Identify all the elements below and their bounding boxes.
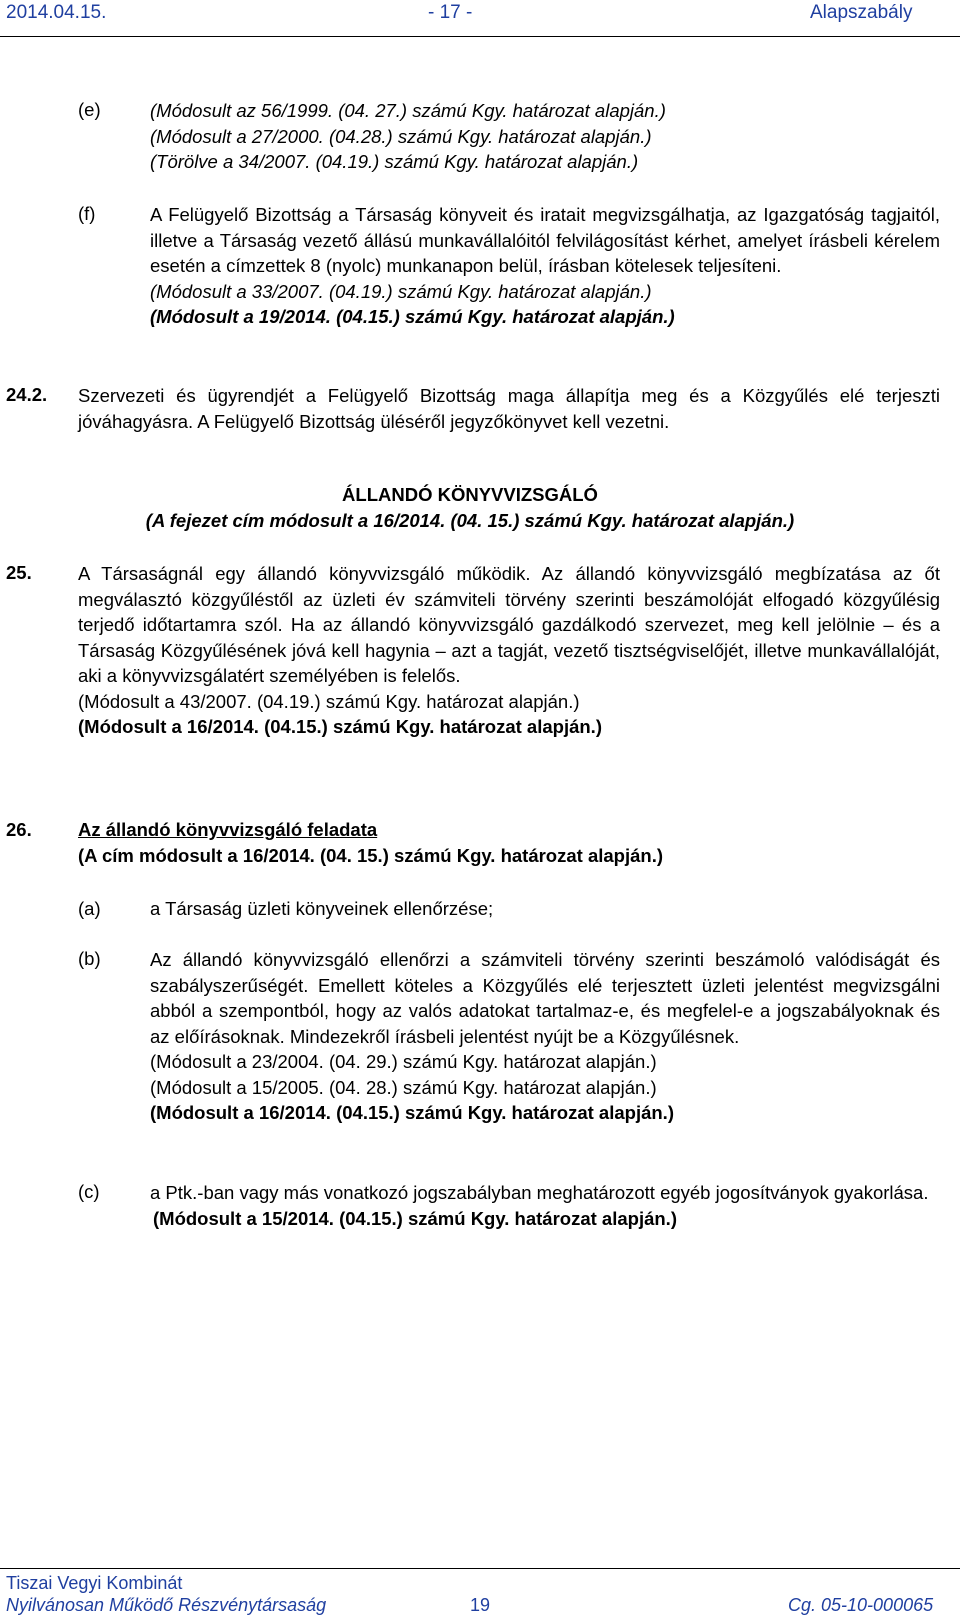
- item-b-text: Az állandó könyvvizsgáló ellenőrzi a számviteli törvény szerinti beszámoló valódiságát és szabályszerűségét. Emellett köteles a Közgyűlés elé terjesztett üzleti jelentést megvizsgálni abból a szempontból, hogy az valós adatokat tartalmaz-e, és megfelel-e a jogszabályoknak és az előírásoknak. Mindezekről írásbeli jelentést nyújt be a Közgyűlésnek.: [150, 949, 940, 1047]
- item-e-line: (Módosult a 27/2000. (04.28.) számú Kgy. határozat alapján.): [150, 125, 652, 147]
- header-page-label: - 17 -: [428, 2, 473, 23]
- item-b-amendment: (Módosult a 23/2004. (04. 29.) számú Kgy. határozat alapján.): [150, 1051, 657, 1072]
- item-e-line: (Törölve a 34/2007. (04.19.) számú Kgy. határozat alapján.): [150, 151, 639, 172]
- header-doc-name: Alapszabály: [810, 2, 913, 23]
- section-24-2-text: Szervezeti és ügyrendjét a Felügyelő Bizottság maga állapítja meg és a Közgyűlés elé terjeszti jóváhagyásra. A Felügyelő Bizottság üléséről jegyzőkönyvet kell vezetni.: [78, 385, 940, 432]
- section-25-number: 25.: [6, 562, 32, 583]
- item-b-amendment: (Módosult a 16/2014. (04.15.) számú Kgy. határozat alapján.): [150, 1102, 674, 1123]
- header-rule: [0, 36, 960, 37]
- footer-company: Tiszai Vegyi Kombinát: [6, 1573, 183, 1593]
- item-e-body: [150, 98, 940, 175]
- item-c-body: [150, 1180, 940, 1231]
- item-a-label: (a): [78, 898, 101, 919]
- item-e-line: (Módosult az 56/1999. (04. 27.) számú Kgy. határozat alapján.): [150, 100, 666, 121]
- header-date: 2014.04.15.: [6, 2, 107, 23]
- item-a-text: a Társaság üzleti könyveinek ellenőrzése;: [150, 898, 494, 919]
- item-f-text: A Felügyelő Bizottság a Társaság könyveit és iratait megvizsgálhatja, az Igazgatóság tagjaitól, illetve a Társaság vezető állású munkavállalóitól felvilágosítást kérhet, amelyet írásbeli kérelem esetén a címzettek 8 (nyolc) munkanapon belül, írásban kötelesek teljesíteni.: [150, 204, 940, 276]
- footer-rule: [0, 1568, 960, 1569]
- item-f-amendment: (Módosult a 19/2014. (04.15.) számú Kgy. határozat alapján.): [150, 306, 675, 327]
- item-c-text: a Ptk.-ban vagy más vonatkozó jogszabályban meghatározott egyéb jogosítványok gyakorlása.: [150, 1182, 929, 1203]
- section-26-subtitle: (A cím módosult a 16/2014. (04. 15.) számú Kgy. határozat alapján.): [78, 845, 663, 866]
- item-f-body: [150, 202, 940, 330]
- item-f-label: (f): [78, 203, 96, 224]
- section-25-amendment: (Módosult a 16/2014. (04.15.) számú Kgy. határozat alapján.): [78, 716, 602, 737]
- section-25-amendment: (Módosult a 43/2007. (04.19.) számú Kgy. határozat alapján.): [78, 690, 580, 712]
- section-25-text: A Társaságnál egy állandó könyvvizsgáló működik. Az állandó könyvvizsgáló megbízatása az őt megválasztó közgyűléstől az üzleti év számviteli törvény szerinti beszámolóját elfogadó közgyűlésig terjedő időtartamra szól. Ha az állandó könyvvizsgáló gazdálkodó szervezet, meg kell jelölnie – és a Társaság Közgyűlésének jóvá kell hagynia – azt a tagját, vezető tisztségviselőjét, illetve munkavállalóját, aki a könyvvizsgálatért személyében is felelős.: [78, 563, 940, 686]
- chapter-subtitle: (A fejezet cím módosult a 16/2014. (04. 15.) számú Kgy. határozat alapján.): [145, 510, 795, 531]
- section-24-2-number: 24.2.: [6, 384, 48, 405]
- item-b-amendment: (Módosult a 15/2005. (04. 28.) számú Kgy. határozat alapján.): [150, 1076, 657, 1098]
- chapter-title: ÁLLANDÓ KÖNYVVIZSGÁLÓ: [342, 484, 598, 505]
- section-26-title: Az állandó könyvvizsgáló feladata: [78, 819, 378, 840]
- item-f-amendment: (Módosult a 33/2007. (04.19.) számú Kgy. határozat alapján.): [150, 280, 652, 302]
- section-26-number: 26.: [6, 819, 32, 840]
- item-c-label: (c): [78, 1181, 100, 1202]
- footer-page-number: 19: [470, 1595, 491, 1615]
- section-25-body: [78, 561, 940, 740]
- footer-company-type: Nyilvánosan Működő Részvénytársaság: [6, 1595, 327, 1615]
- item-b-label: (b): [78, 948, 101, 969]
- item-b-body: [150, 947, 940, 1126]
- item-c-amendment: (Módosult a 15/2014. (04.15.) számú Kgy. határozat alapján.): [153, 1207, 677, 1229]
- footer-reg-number: Cg. 05-10-000065: [788, 1595, 934, 1615]
- item-e-label: (e): [78, 99, 101, 120]
